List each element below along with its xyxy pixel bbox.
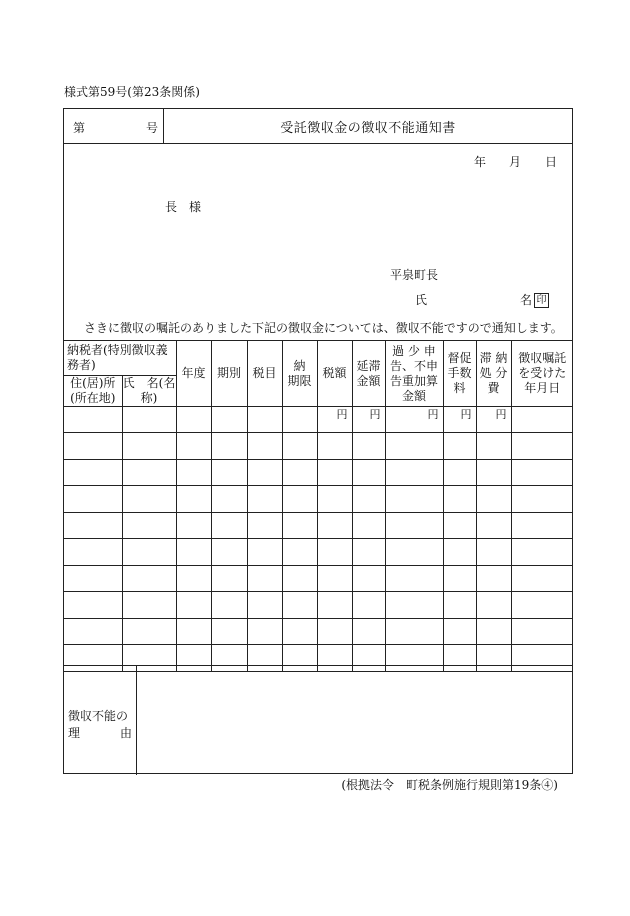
table-cell[interactable]	[476, 565, 511, 592]
table-cell[interactable]	[511, 592, 573, 619]
table-cell[interactable]	[176, 512, 211, 539]
notice-form	[63, 108, 573, 774]
table-cell[interactable]	[443, 618, 476, 645]
table-cell[interactable]	[176, 459, 211, 486]
table-cell[interactable]	[247, 618, 282, 645]
reason-field[interactable]	[137, 666, 572, 775]
table-cell[interactable]	[64, 618, 122, 645]
name-char: 名	[520, 293, 533, 307]
table-cell[interactable]	[176, 592, 211, 619]
table-cell[interactable]	[317, 565, 352, 592]
table-cell[interactable]	[317, 433, 352, 460]
table-cell[interactable]	[476, 592, 511, 619]
table-row	[64, 565, 573, 592]
table-cell[interactable]	[247, 592, 282, 619]
yen-unit: 円	[336, 408, 348, 421]
table-cell[interactable]	[282, 565, 317, 592]
body-text: さきに徴収の嘱託のありました下記の徴収金については、徴収不能ですので通知します。	[84, 321, 563, 335]
table-cell[interactable]	[122, 486, 176, 513]
number-suffix: 号	[146, 121, 159, 135]
table-cell[interactable]	[64, 486, 122, 513]
table-cell[interactable]	[282, 592, 317, 619]
table-cell[interactable]	[352, 407, 385, 433]
table-row	[64, 592, 573, 619]
yen-unit: 円	[369, 408, 381, 421]
table-cell[interactable]	[122, 539, 176, 566]
table-cell[interactable]	[385, 512, 443, 539]
table-cell[interactable]	[176, 618, 211, 645]
penalty-header: 過 少 申告、不申告重加算金額	[385, 341, 443, 407]
table-cell[interactable]	[211, 512, 247, 539]
table-cell[interactable]	[64, 459, 122, 486]
table-cell[interactable]	[64, 565, 122, 592]
table-cell[interactable]	[511, 459, 573, 486]
table-cell[interactable]	[247, 459, 282, 486]
table-cell[interactable]	[282, 618, 317, 645]
table-cell[interactable]	[211, 407, 247, 433]
table-cell[interactable]	[282, 433, 317, 460]
table-cell[interactable]	[176, 539, 211, 566]
table-cell[interactable]	[211, 592, 247, 619]
table-cell[interactable]	[247, 539, 282, 566]
addressee: 長 様	[165, 200, 202, 214]
reason-label-line1: 徴収不能の	[68, 709, 129, 723]
year-header: 年度	[176, 341, 211, 407]
table-cell[interactable]	[476, 512, 511, 539]
table-cell[interactable]	[176, 433, 211, 460]
table-cell[interactable]	[443, 539, 476, 566]
table-cell[interactable]	[282, 539, 317, 566]
table-cell[interactable]	[122, 433, 176, 460]
table-cell[interactable]	[476, 539, 511, 566]
table-cell[interactable]	[317, 459, 352, 486]
table-cell[interactable]	[511, 433, 573, 460]
table-cell[interactable]	[64, 512, 122, 539]
legal-basis: (根拠法令 町税条例施行規則第19条④)	[341, 778, 558, 792]
table-cell[interactable]	[352, 565, 385, 592]
table-cell[interactable]	[211, 618, 247, 645]
table-cell[interactable]	[385, 486, 443, 513]
late-fee-header: 延滞金額	[352, 341, 385, 407]
table-cell[interactable]	[282, 512, 317, 539]
table-cell[interactable]	[476, 618, 511, 645]
yen-unit: 円	[495, 408, 507, 421]
table-cell[interactable]	[122, 592, 176, 619]
table-cell[interactable]	[352, 592, 385, 619]
table-cell[interactable]	[385, 433, 443, 460]
table-cell[interactable]	[211, 539, 247, 566]
disposition-fee-header: 滞 納処 分費	[476, 341, 511, 407]
number-prefix: 第	[73, 121, 86, 135]
date-year: 年	[474, 155, 487, 169]
amount-header: 税額	[317, 341, 352, 407]
table-row	[64, 539, 573, 566]
table-cell[interactable]	[122, 407, 176, 433]
table-cell[interactable]	[352, 618, 385, 645]
taxpayer-header: 納税者(特別徴収義務者)	[64, 341, 176, 376]
table-cell[interactable]	[352, 433, 385, 460]
table-cell[interactable]	[211, 433, 247, 460]
table-cell[interactable]	[282, 486, 317, 513]
table-cell[interactable]	[64, 592, 122, 619]
table-cell[interactable]	[176, 407, 211, 433]
document-number-cell	[64, 109, 164, 143]
table-cell[interactable]	[64, 407, 122, 433]
table-cell[interactable]	[317, 512, 352, 539]
table-cell[interactable]	[211, 565, 247, 592]
table-row	[64, 618, 573, 645]
yen-unit: 円	[427, 408, 439, 421]
table-cell[interactable]	[443, 592, 476, 619]
table-cell[interactable]	[443, 433, 476, 460]
table-row	[64, 407, 573, 433]
table-cell[interactable]	[176, 565, 211, 592]
table-cell[interactable]	[352, 486, 385, 513]
date-day: 日	[545, 155, 558, 169]
table-cell[interactable]	[511, 565, 573, 592]
table-cell[interactable]	[122, 565, 176, 592]
table-cell[interactable]	[352, 512, 385, 539]
table-cell[interactable]	[476, 459, 511, 486]
table-cell[interactable]	[317, 486, 352, 513]
table-cell[interactable]	[476, 486, 511, 513]
table-cell[interactable]	[211, 459, 247, 486]
table-cell[interactable]	[511, 512, 573, 539]
table-row	[64, 512, 573, 539]
table-row	[64, 433, 573, 460]
reason-label	[64, 666, 137, 775]
table-cell[interactable]	[511, 486, 573, 513]
table-cell[interactable]	[122, 512, 176, 539]
table-cell[interactable]	[443, 486, 476, 513]
yen-unit: 円	[460, 408, 472, 421]
table-cell[interactable]	[511, 407, 573, 433]
table-cell[interactable]	[317, 539, 352, 566]
table-cell[interactable]	[317, 618, 352, 645]
table-cell[interactable]	[385, 592, 443, 619]
table-cell[interactable]	[247, 512, 282, 539]
commission-date-header: 徴収嘱託を受けた年月日	[511, 341, 573, 407]
table-body	[64, 407, 573, 672]
sender-name-label-left: 氏	[415, 293, 428, 307]
seal-mark: 印	[534, 293, 549, 308]
demand-fee-header: 督促手数料	[443, 341, 476, 407]
table-cell[interactable]	[64, 539, 122, 566]
table-cell[interactable]	[385, 618, 443, 645]
table-cell[interactable]	[247, 433, 282, 460]
table-cell[interactable]	[443, 407, 476, 433]
table-cell[interactable]	[385, 407, 443, 433]
table-cell[interactable]	[352, 459, 385, 486]
table-cell[interactable]	[211, 486, 247, 513]
reason-row	[64, 665, 572, 775]
table-cell[interactable]	[176, 486, 211, 513]
table-cell[interactable]	[511, 539, 573, 566]
reason-label-char1: 理	[68, 726, 81, 740]
table-cell[interactable]	[64, 433, 122, 460]
table-cell[interactable]	[385, 459, 443, 486]
table-cell[interactable]	[443, 512, 476, 539]
period-header: 期別	[211, 341, 247, 407]
address-header: 住(居)所(所在地)	[64, 376, 122, 407]
table-cell[interactable]	[443, 459, 476, 486]
tax-item-header: 税目	[247, 341, 282, 407]
table-cell[interactable]	[352, 539, 385, 566]
collection-table	[64, 340, 573, 672]
table-cell[interactable]	[247, 565, 282, 592]
table-cell[interactable]	[317, 407, 352, 433]
table-cell[interactable]	[317, 592, 352, 619]
table-cell[interactable]	[511, 618, 573, 645]
form-number-label: 様式第59号(第23条関係)	[64, 85, 200, 99]
table-row	[64, 486, 573, 513]
reason-label-char2: 由	[120, 726, 133, 740]
table-cell[interactable]	[122, 459, 176, 486]
table-cell[interactable]	[443, 565, 476, 592]
table-cell[interactable]	[476, 433, 511, 460]
table-cell[interactable]	[476, 407, 511, 433]
table-row	[64, 459, 573, 486]
deadline-header: 納 期限	[282, 341, 317, 407]
document-title: 受託徴収金の徴収不能通知書	[280, 120, 456, 136]
table-cell[interactable]	[282, 459, 317, 486]
title-row	[64, 109, 572, 144]
name-header: 氏 名(名 称)	[122, 376, 176, 405]
table-cell[interactable]	[385, 539, 443, 566]
table-cell[interactable]	[247, 407, 282, 433]
table-cell[interactable]	[385, 565, 443, 592]
table-cell[interactable]	[282, 407, 317, 433]
sender-name-label-right	[520, 291, 549, 308]
date-month: 月	[509, 155, 522, 169]
sender-office: 平泉町長	[390, 268, 439, 282]
table-cell[interactable]	[247, 486, 282, 513]
table-cell[interactable]	[122, 618, 176, 645]
